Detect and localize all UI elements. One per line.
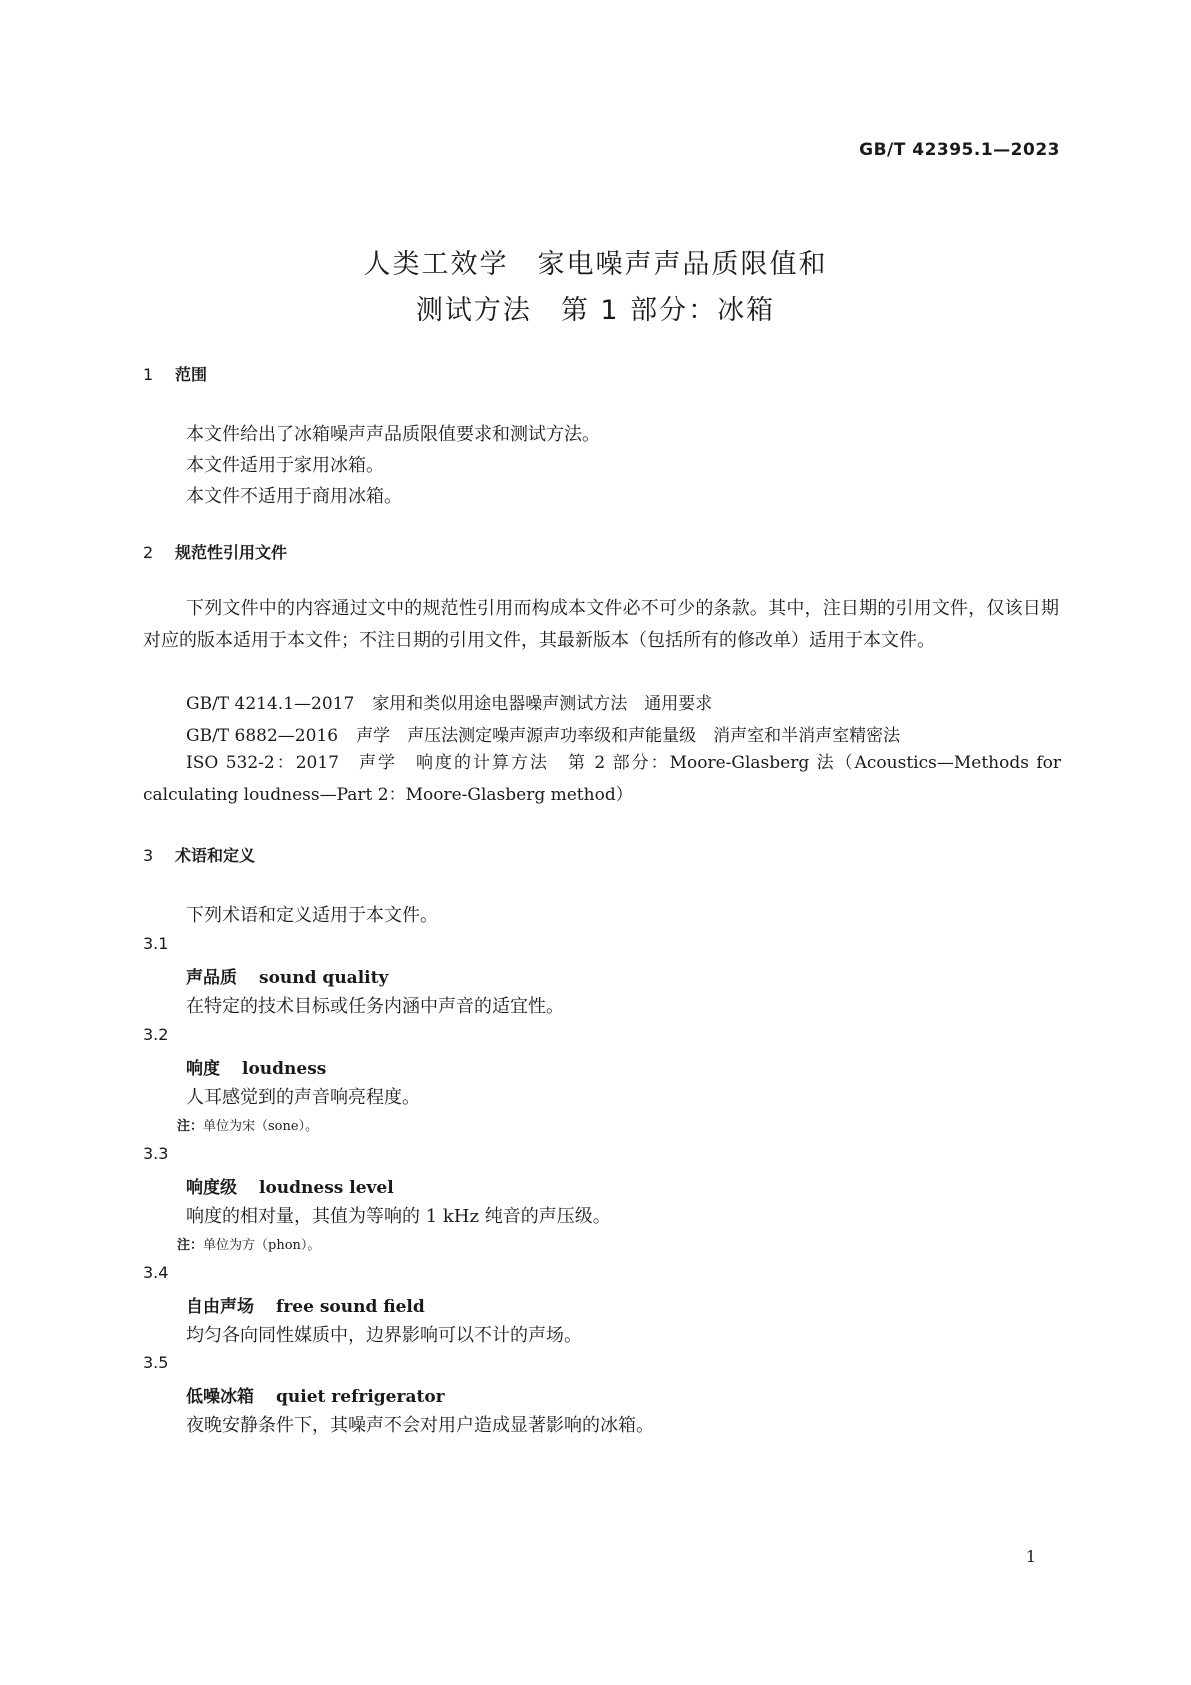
reference-item xyxy=(186,689,712,714)
section-title: 规范性引用文件 xyxy=(175,543,288,562)
term-zh: 响度级 xyxy=(186,1178,237,1198)
scope-paragraph: 本文件适用于家用冰箱。 xyxy=(186,455,384,476)
reference-code: GB/T 4214.1—2017 xyxy=(186,694,355,714)
term-en: sound quality xyxy=(259,968,389,988)
note-label: 注： xyxy=(177,1238,204,1253)
term-zh: 低噪冰箱 xyxy=(186,1387,254,1407)
term-zh: 自由声场 xyxy=(186,1297,254,1317)
term-number: 3.5 xyxy=(143,1353,169,1372)
section-title: 术语和定义 xyxy=(175,846,256,865)
reference-item xyxy=(143,747,1061,811)
reference-title: 声学 声压法测定噪声源声功率级和声能量级 消声室和半消声室精密法 xyxy=(356,726,901,746)
section-heading-terms xyxy=(143,843,255,866)
term-en: free sound field xyxy=(276,1297,425,1317)
term-en: loudness level xyxy=(259,1178,394,1198)
term-definition: 人耳感觉到的声音响亮程度。 xyxy=(186,1087,420,1108)
term-number: 3.3 xyxy=(143,1144,169,1163)
term-zh: 响度 xyxy=(186,1059,220,1079)
term-number: 3.2 xyxy=(143,1025,169,1044)
reference-title: 家用和类似用途电器噪声测试方法 通用要求 xyxy=(372,694,713,714)
term-note xyxy=(177,1115,318,1134)
reference-code: GB/T 6882—2016 xyxy=(186,726,339,746)
term-definition: 均匀各向同性媒质中，边界影响可以不计的声场。 xyxy=(186,1325,582,1346)
term-name xyxy=(186,1054,326,1079)
terms-intro: 下列术语和定义适用于本文件。 xyxy=(186,905,438,926)
scope-paragraph: 本文件不适用于商用冰箱。 xyxy=(186,486,402,507)
reference-item xyxy=(186,721,900,746)
term-definition: 响度的相对量，其值为等响的 1 kHz 纯音的声压级。 xyxy=(186,1206,611,1227)
scope-paragraph: 本文件给出了冰箱噪声声品质限值要求和测试方法。 xyxy=(186,424,600,445)
section-title: 范围 xyxy=(175,365,208,384)
term-definition: 在特定的技术目标或任务内涵中声音的适宜性。 xyxy=(186,996,564,1017)
term-en: quiet refrigerator xyxy=(276,1387,445,1407)
section-number: 2 xyxy=(143,543,154,562)
section-number: 3 xyxy=(143,846,154,865)
term-number: 3.4 xyxy=(143,1263,169,1282)
term-definition: 夜晚安静条件下，其噪声不会对用户造成显著影响的冰箱。 xyxy=(186,1415,654,1436)
note-label: 注： xyxy=(177,1119,204,1134)
section-heading-normative-references xyxy=(143,540,287,563)
document-title-line1: 人类工效学 家电噪声声品质限值和 xyxy=(363,249,828,280)
note-text: 单位为宋（sone）。 xyxy=(203,1119,319,1134)
standard-code: GB/T 42395.1—2023 xyxy=(859,140,1060,160)
term-en: loudness xyxy=(242,1059,327,1079)
note-text: 单位为方（phon）。 xyxy=(203,1238,321,1253)
term-note xyxy=(177,1234,320,1253)
reference-code: ISO 532-2：2017 xyxy=(186,753,339,773)
term-name xyxy=(186,1292,425,1317)
term-name xyxy=(186,963,388,988)
term-name xyxy=(186,1173,394,1198)
page-number: 1 xyxy=(1025,1547,1036,1566)
term-number: 3.1 xyxy=(143,934,169,953)
section-number: 1 xyxy=(143,365,154,384)
term-name xyxy=(186,1382,445,1407)
reference-title: 声学 响度的计算方法 第 2 部分：Moore-Glasberg 法（Acoustics—Methods for calculating loudness—Part 2：Moore-Glasberg method） xyxy=(143,753,1061,805)
section-heading-scope xyxy=(143,362,207,385)
term-zh: 声品质 xyxy=(186,968,237,988)
document-title-line2: 测试方法 第 1 部分：冰箱 xyxy=(415,295,776,326)
references-intro: 下列文件中的内容通过文中的规范性引用而构成本文件必不可少的条款。其中，注日期的引用文件，仅该日期对应的版本适用于本文件；不注日期的引用文件，其最新版本（包括所有的修改单）适用于本文件。 xyxy=(143,598,1059,651)
